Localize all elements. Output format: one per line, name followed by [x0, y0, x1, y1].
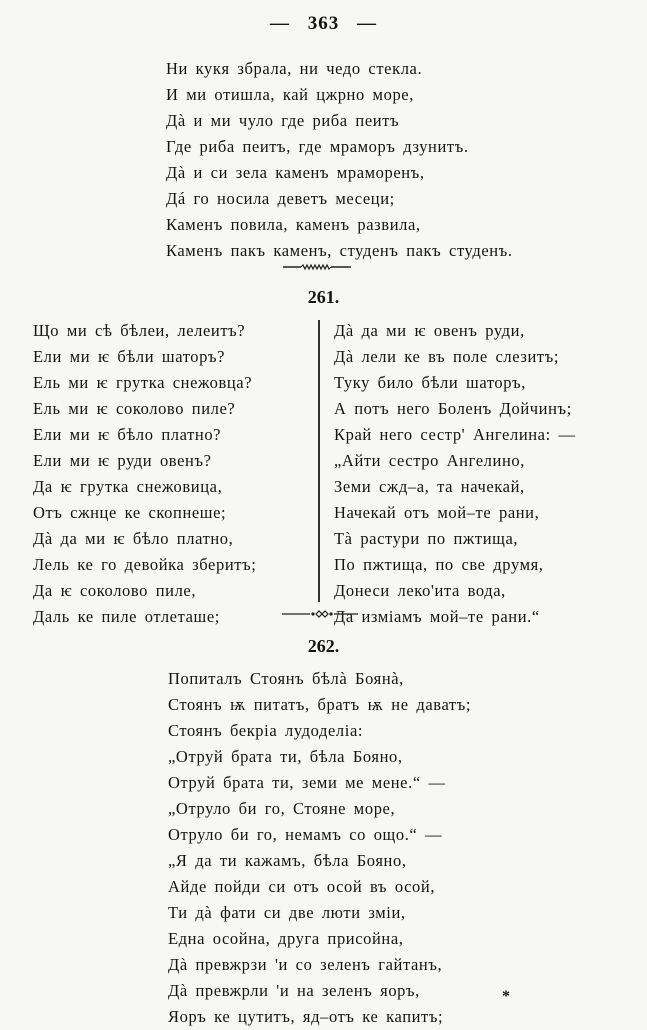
verse-line: Отруй брата ти, земи ме мене.“ —	[168, 773, 446, 792]
header-dash-right: —	[357, 13, 377, 34]
verse-line: Яоръ ке цутитъ, яд–отъ ке капитъ;	[168, 1007, 444, 1026]
verse-line: Що ми сѣ бѣлеи, лелеитъ?	[33, 321, 246, 340]
beaded-ornament-divider	[282, 609, 358, 619]
song-261-right-column	[334, 318, 576, 630]
verse-line: Даль ке пиле отлеташе;	[33, 607, 220, 626]
verse-line: Ели ми ѥ бѣло платно?	[33, 425, 222, 444]
verse-line: Каменъ повила, каменъ развила,	[166, 215, 421, 234]
verse-line: „Айти сестро Ангелино,	[334, 451, 525, 470]
verse-line: Дà и си зела каменъ мраморенъ,	[166, 163, 425, 182]
verse-line: Дá го носила деветъ месеци;	[166, 189, 395, 208]
verse-line: Где риба пеитъ, где мраморъ дзунитъ.	[166, 137, 469, 156]
verse-line: Край него сестр' Ангелина: —	[334, 425, 576, 444]
verse-line: Начекай отъ мой–те рани,	[334, 503, 540, 522]
verse-line: Дà да ми ѥ бѣло платно,	[33, 529, 234, 548]
verse-line: „Отруй брата ти, бѣла Бояно,	[168, 747, 403, 766]
verse-line: А потъ него Боленъ Дойчинъ;	[334, 399, 572, 418]
verse-line: „Я да ти кажамъ, бѣла Бояно,	[168, 851, 407, 870]
verse-line: Туку било бѣли шаторъ,	[334, 373, 526, 392]
song-261-left-column	[33, 318, 256, 630]
verse-line: Дà превжрли 'и на зеленъ яоръ,	[168, 981, 420, 1000]
song-262-verse	[168, 666, 471, 1030]
verse-line: Лель ке го девойка зберитъ;	[33, 555, 257, 574]
verse-line: Ель ми ѥ грутка снежовца?	[33, 373, 253, 392]
verse-line: Тà растури по пжтища,	[334, 529, 519, 548]
verse-line: „Отруло би го, Стояне море,	[168, 799, 396, 818]
verse-line: Ель ми ѥ соколово пиле?	[33, 399, 236, 418]
verse-line: Попиталъ Стоянъ бѣлà Боянà,	[168, 669, 404, 688]
page-number-header	[0, 13, 647, 35]
verse-line: Стоянъ бекрiа лудоделiа:	[168, 721, 364, 740]
header-dash-left: —	[270, 13, 290, 34]
verse-line: По пжтища, по све друмя,	[334, 555, 544, 574]
verse-line: Дà лели ке въ поле слезитъ;	[334, 347, 560, 366]
intro-poem	[166, 56, 513, 264]
song-number-261: 261.	[307, 287, 340, 307]
verse-line: Ели ми ѥ бѣли шаторъ?	[33, 347, 226, 366]
verse-line: Ели ми ѥ руди овенъ?	[33, 451, 212, 470]
verse-line: Отъ сжнце ке скопнеше;	[33, 503, 227, 522]
verse-line: Да ѥ соколово пиле,	[33, 581, 197, 600]
verse-line: Да измiамъ мой–те рани.“	[334, 607, 540, 626]
verse-line: Една осойна, друга присойна,	[168, 929, 404, 948]
verse-line: Дà да ми ѥ овенъ руди,	[334, 321, 525, 340]
verse-line: Каменъ пакъ каменъ, студенъ пакъ студенъ.	[166, 241, 513, 260]
verse-line: Да ѥ грутка снежовица,	[33, 477, 223, 496]
verse-line: Стоянъ ѭ питатъ, братъ ѭ не даватъ;	[168, 695, 472, 714]
verse-line: Айде пойди си отъ осой въ осой,	[168, 877, 436, 896]
song-number-262: 262.	[307, 636, 340, 656]
verse-line: Ни кукя збрала, ни чедо стекла.	[166, 59, 423, 78]
verse-line: Донеси леко'ита вода,	[334, 581, 506, 600]
column-divider-rule	[318, 320, 320, 602]
verse-line: И ми отишла, кай цжрно море,	[166, 85, 414, 104]
verse-line: Дà и ми чуло где риба пеитъ	[166, 111, 400, 130]
wavy-ornament-divider	[283, 262, 351, 272]
signature-mark: *	[502, 988, 510, 1005]
page-number: 363	[307, 13, 340, 34]
verse-line: Отруло би го, немамъ со ощо.“ —	[168, 825, 443, 844]
verse-line: Дà превжрзи 'и со зеленъ гайтанъ,	[168, 955, 443, 974]
verse-line: Земи сжд–а, та начекай,	[334, 477, 525, 496]
verse-line: Ти дà фати си две люти змiи,	[168, 903, 406, 922]
